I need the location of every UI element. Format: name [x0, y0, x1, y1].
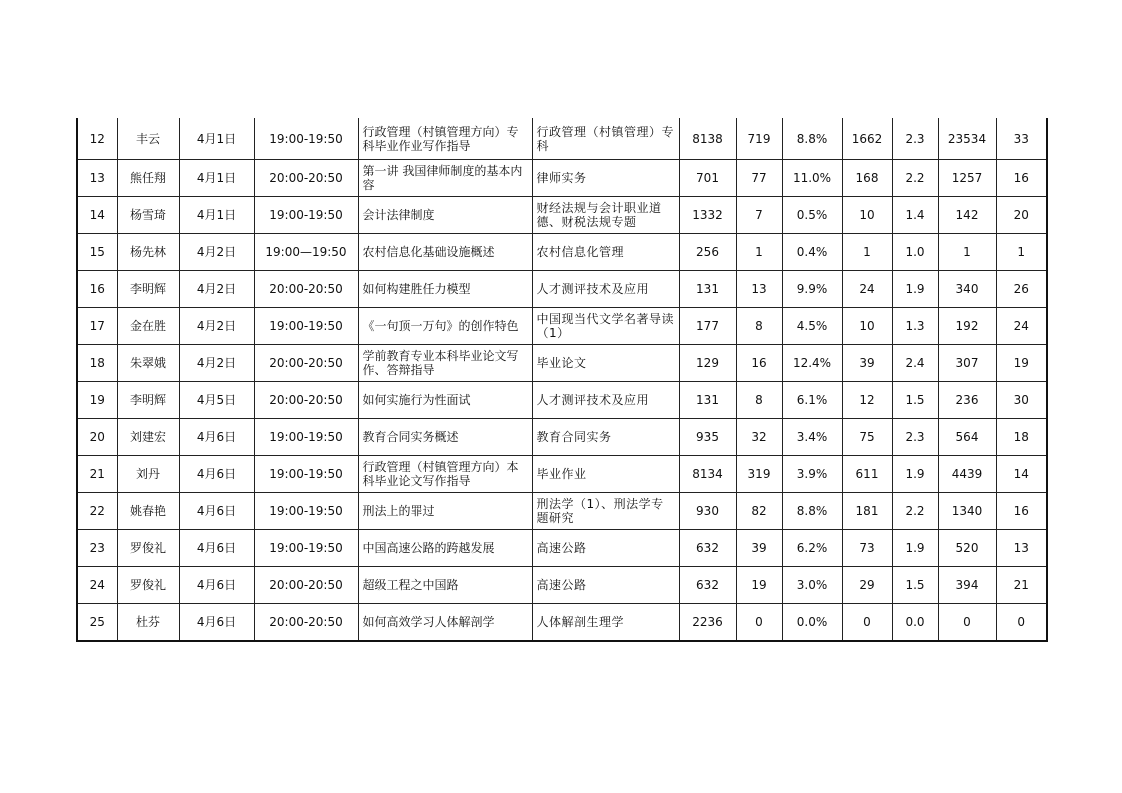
- cell-value-1: 2236: [679, 604, 736, 642]
- cell-date: 4月6日: [179, 493, 254, 530]
- cell-value-5: 307: [938, 345, 996, 382]
- table-row: [77, 567, 1047, 604]
- table-row: [77, 160, 1047, 197]
- cell-value-3: 39: [842, 345, 892, 382]
- cell-value-5: 192: [938, 308, 996, 345]
- cell-topic: 如何高效学习人体解剖学: [358, 604, 532, 642]
- cell-value-1: 177: [679, 308, 736, 345]
- cell-value-5: 1257: [938, 160, 996, 197]
- table-row: [77, 456, 1047, 493]
- cell-course: 人才测评技术及应用: [532, 382, 679, 419]
- cell-date: 4月2日: [179, 271, 254, 308]
- cell-course: 农村信息化管理: [532, 234, 679, 271]
- cell-index: 24: [77, 567, 117, 604]
- cell-value-1: 8134: [679, 456, 736, 493]
- cell-date: 4月2日: [179, 234, 254, 271]
- cell-value-4: 1.4: [892, 197, 938, 234]
- cell-rate: 0.5%: [782, 197, 842, 234]
- cell-time: 20:00-20:50: [254, 345, 358, 382]
- cell-value-5: 564: [938, 419, 996, 456]
- cell-course: 刑法学（1）、刑法学专题研究: [532, 493, 679, 530]
- table-row: [77, 345, 1047, 382]
- cell-value-2: 0: [736, 604, 782, 642]
- cell-topic: 中国高速公路的跨越发展: [358, 530, 532, 567]
- cell-index: 15: [77, 234, 117, 271]
- cell-course: 教育合同实务: [532, 419, 679, 456]
- cell-teacher: 杨先林: [117, 234, 179, 271]
- cell-value-2: 19: [736, 567, 782, 604]
- cell-value-6: 16: [996, 493, 1047, 530]
- cell-rate: 3.4%: [782, 419, 842, 456]
- cell-value-4: 2.4: [892, 345, 938, 382]
- cell-rate: 3.0%: [782, 567, 842, 604]
- cell-value-1: 632: [679, 530, 736, 567]
- cell-value-3: 181: [842, 493, 892, 530]
- lecture-statistics-table: [76, 118, 1048, 642]
- cell-value-1: 129: [679, 345, 736, 382]
- cell-value-5: 394: [938, 567, 996, 604]
- cell-value-2: 16: [736, 345, 782, 382]
- cell-topic: 行政管理（村镇管理方向）本科毕业论文写作指导: [358, 456, 532, 493]
- cell-value-1: 1332: [679, 197, 736, 234]
- cell-value-4: 2.2: [892, 493, 938, 530]
- cell-index: 21: [77, 456, 117, 493]
- cell-teacher: 罗俊礼: [117, 530, 179, 567]
- cell-rate: 6.1%: [782, 382, 842, 419]
- cell-value-3: 10: [842, 197, 892, 234]
- cell-time: 19:00-19:50: [254, 118, 358, 160]
- cell-course: 人体解剖生理学: [532, 604, 679, 642]
- cell-value-3: 10: [842, 308, 892, 345]
- cell-value-1: 701: [679, 160, 736, 197]
- cell-value-2: 7: [736, 197, 782, 234]
- cell-value-2: 39: [736, 530, 782, 567]
- cell-index: 17: [77, 308, 117, 345]
- cell-value-6: 19: [996, 345, 1047, 382]
- cell-value-6: 1: [996, 234, 1047, 271]
- cell-value-3: 611: [842, 456, 892, 493]
- cell-date: 4月6日: [179, 530, 254, 567]
- cell-topic: 如何实施行为性面试: [358, 382, 532, 419]
- cell-value-5: 236: [938, 382, 996, 419]
- cell-value-1: 930: [679, 493, 736, 530]
- cell-value-2: 719: [736, 118, 782, 160]
- table-row: [77, 118, 1047, 160]
- cell-time: 20:00-20:50: [254, 160, 358, 197]
- cell-value-2: 82: [736, 493, 782, 530]
- table-row: [77, 234, 1047, 271]
- cell-value-4: 1.5: [892, 382, 938, 419]
- cell-value-2: 13: [736, 271, 782, 308]
- cell-date: 4月1日: [179, 160, 254, 197]
- cell-value-1: 256: [679, 234, 736, 271]
- cell-time: 19:00-19:50: [254, 419, 358, 456]
- cell-rate: 9.9%: [782, 271, 842, 308]
- cell-time: 20:00-20:50: [254, 382, 358, 419]
- cell-teacher: 姚春艳: [117, 493, 179, 530]
- cell-value-4: 1.3: [892, 308, 938, 345]
- cell-time: 20:00-20:50: [254, 271, 358, 308]
- cell-date: 4月2日: [179, 308, 254, 345]
- cell-value-1: 632: [679, 567, 736, 604]
- cell-value-3: 29: [842, 567, 892, 604]
- cell-date: 4月6日: [179, 419, 254, 456]
- cell-topic: 农村信息化基础设施概述: [358, 234, 532, 271]
- cell-date: 4月6日: [179, 604, 254, 642]
- cell-value-6: 16: [996, 160, 1047, 197]
- cell-topic: 《一句顶一万句》的创作特色: [358, 308, 532, 345]
- cell-value-5: 142: [938, 197, 996, 234]
- cell-course: 毕业作业: [532, 456, 679, 493]
- cell-value-4: 1.9: [892, 271, 938, 308]
- cell-rate: 3.9%: [782, 456, 842, 493]
- cell-value-4: 2.2: [892, 160, 938, 197]
- cell-teacher: 杜芬: [117, 604, 179, 642]
- cell-index: 18: [77, 345, 117, 382]
- cell-value-6: 14: [996, 456, 1047, 493]
- cell-value-4: 1.5: [892, 567, 938, 604]
- cell-course: 行政管理（村镇管理）专科: [532, 118, 679, 160]
- cell-date: 4月5日: [179, 382, 254, 419]
- cell-index: 20: [77, 419, 117, 456]
- cell-value-1: 8138: [679, 118, 736, 160]
- cell-index: 12: [77, 118, 117, 160]
- cell-value-4: 2.3: [892, 118, 938, 160]
- cell-topic: 超级工程之中国路: [358, 567, 532, 604]
- cell-value-2: 319: [736, 456, 782, 493]
- cell-course: 高速公路: [532, 567, 679, 604]
- table-row: [77, 197, 1047, 234]
- cell-value-1: 131: [679, 382, 736, 419]
- cell-date: 4月1日: [179, 118, 254, 160]
- cell-index: 25: [77, 604, 117, 642]
- cell-course: 毕业论文: [532, 345, 679, 382]
- cell-value-3: 24: [842, 271, 892, 308]
- cell-teacher: 罗俊礼: [117, 567, 179, 604]
- cell-value-4: 1.9: [892, 530, 938, 567]
- cell-time: 19:00-19:50: [254, 197, 358, 234]
- cell-teacher: 朱翠娥: [117, 345, 179, 382]
- cell-value-3: 73: [842, 530, 892, 567]
- cell-value-6: 26: [996, 271, 1047, 308]
- cell-rate: 0.4%: [782, 234, 842, 271]
- cell-rate: 11.0%: [782, 160, 842, 197]
- cell-teacher: 刘建宏: [117, 419, 179, 456]
- cell-value-4: 1.9: [892, 456, 938, 493]
- table-row: [77, 530, 1047, 567]
- cell-value-2: 77: [736, 160, 782, 197]
- cell-rate: 4.5%: [782, 308, 842, 345]
- cell-teacher: 李明辉: [117, 382, 179, 419]
- cell-time: 20:00-20:50: [254, 567, 358, 604]
- cell-value-5: 4439: [938, 456, 996, 493]
- cell-topic: 行政管理（村镇管理方向）专科毕业作业写作指导: [358, 118, 532, 160]
- cell-value-6: 20: [996, 197, 1047, 234]
- cell-value-1: 935: [679, 419, 736, 456]
- cell-value-2: 8: [736, 382, 782, 419]
- cell-index: 23: [77, 530, 117, 567]
- cell-value-3: 75: [842, 419, 892, 456]
- cell-index: 13: [77, 160, 117, 197]
- cell-topic: 学前教育专业本科毕业论文写作、答辩指导: [358, 345, 532, 382]
- cell-value-3: 1662: [842, 118, 892, 160]
- cell-value-2: 8: [736, 308, 782, 345]
- cell-value-5: 1340: [938, 493, 996, 530]
- cell-value-3: 1: [842, 234, 892, 271]
- cell-index: 22: [77, 493, 117, 530]
- cell-time: 19:00-19:50: [254, 530, 358, 567]
- cell-teacher: 刘丹: [117, 456, 179, 493]
- cell-rate: 8.8%: [782, 493, 842, 530]
- cell-topic: 教育合同实务概述: [358, 419, 532, 456]
- cell-value-5: 340: [938, 271, 996, 308]
- table-row: [77, 271, 1047, 308]
- cell-value-3: 168: [842, 160, 892, 197]
- cell-date: 4月2日: [179, 345, 254, 382]
- cell-topic: 第一讲 我国律师制度的基本内容: [358, 160, 532, 197]
- cell-topic: 刑法上的罪过: [358, 493, 532, 530]
- cell-index: 14: [77, 197, 117, 234]
- cell-course: 高速公路: [532, 530, 679, 567]
- cell-date: 4月1日: [179, 197, 254, 234]
- cell-value-5: 23534: [938, 118, 996, 160]
- cell-time: 19:00-19:50: [254, 456, 358, 493]
- cell-course: 律师实务: [532, 160, 679, 197]
- cell-value-6: 24: [996, 308, 1047, 345]
- cell-rate: 6.2%: [782, 530, 842, 567]
- table-row: [77, 604, 1047, 642]
- cell-value-4: 1.0: [892, 234, 938, 271]
- cell-time: 20:00-20:50: [254, 604, 358, 642]
- table-row: [77, 493, 1047, 530]
- cell-value-4: 0.0: [892, 604, 938, 642]
- cell-rate: 12.4%: [782, 345, 842, 382]
- cell-course: 财经法规与会计职业道德、财税法规专题: [532, 197, 679, 234]
- cell-value-3: 0: [842, 604, 892, 642]
- cell-time: 19:00-19:50: [254, 493, 358, 530]
- cell-time: 19:00—19:50: [254, 234, 358, 271]
- cell-teacher: 熊任翔: [117, 160, 179, 197]
- cell-value-6: 13: [996, 530, 1047, 567]
- cell-time: 19:00-19:50: [254, 308, 358, 345]
- table-row: [77, 419, 1047, 456]
- cell-value-6: 0: [996, 604, 1047, 642]
- table-row: [77, 382, 1047, 419]
- cell-value-2: 32: [736, 419, 782, 456]
- cell-rate: 0.0%: [782, 604, 842, 642]
- cell-teacher: 杨雪琦: [117, 197, 179, 234]
- cell-value-6: 30: [996, 382, 1047, 419]
- cell-course: 人才测评技术及应用: [532, 271, 679, 308]
- cell-topic: 如何构建胜任力模型: [358, 271, 532, 308]
- cell-topic: 会计法律制度: [358, 197, 532, 234]
- cell-rate: 8.8%: [782, 118, 842, 160]
- cell-date: 4月6日: [179, 456, 254, 493]
- cell-index: 16: [77, 271, 117, 308]
- cell-teacher: 金在胜: [117, 308, 179, 345]
- cell-value-4: 2.3: [892, 419, 938, 456]
- cell-date: 4月6日: [179, 567, 254, 604]
- cell-value-2: 1: [736, 234, 782, 271]
- cell-value-5: 1: [938, 234, 996, 271]
- cell-value-6: 18: [996, 419, 1047, 456]
- cell-value-6: 33: [996, 118, 1047, 160]
- cell-value-3: 12: [842, 382, 892, 419]
- cell-value-5: 0: [938, 604, 996, 642]
- cell-teacher: 丰云: [117, 118, 179, 160]
- cell-teacher: 李明辉: [117, 271, 179, 308]
- table-row: [77, 308, 1047, 345]
- cell-value-6: 21: [996, 567, 1047, 604]
- cell-value-5: 520: [938, 530, 996, 567]
- cell-course: 中国现当代文学名著导读（1）: [532, 308, 679, 345]
- cell-value-1: 131: [679, 271, 736, 308]
- cell-index: 19: [77, 382, 117, 419]
